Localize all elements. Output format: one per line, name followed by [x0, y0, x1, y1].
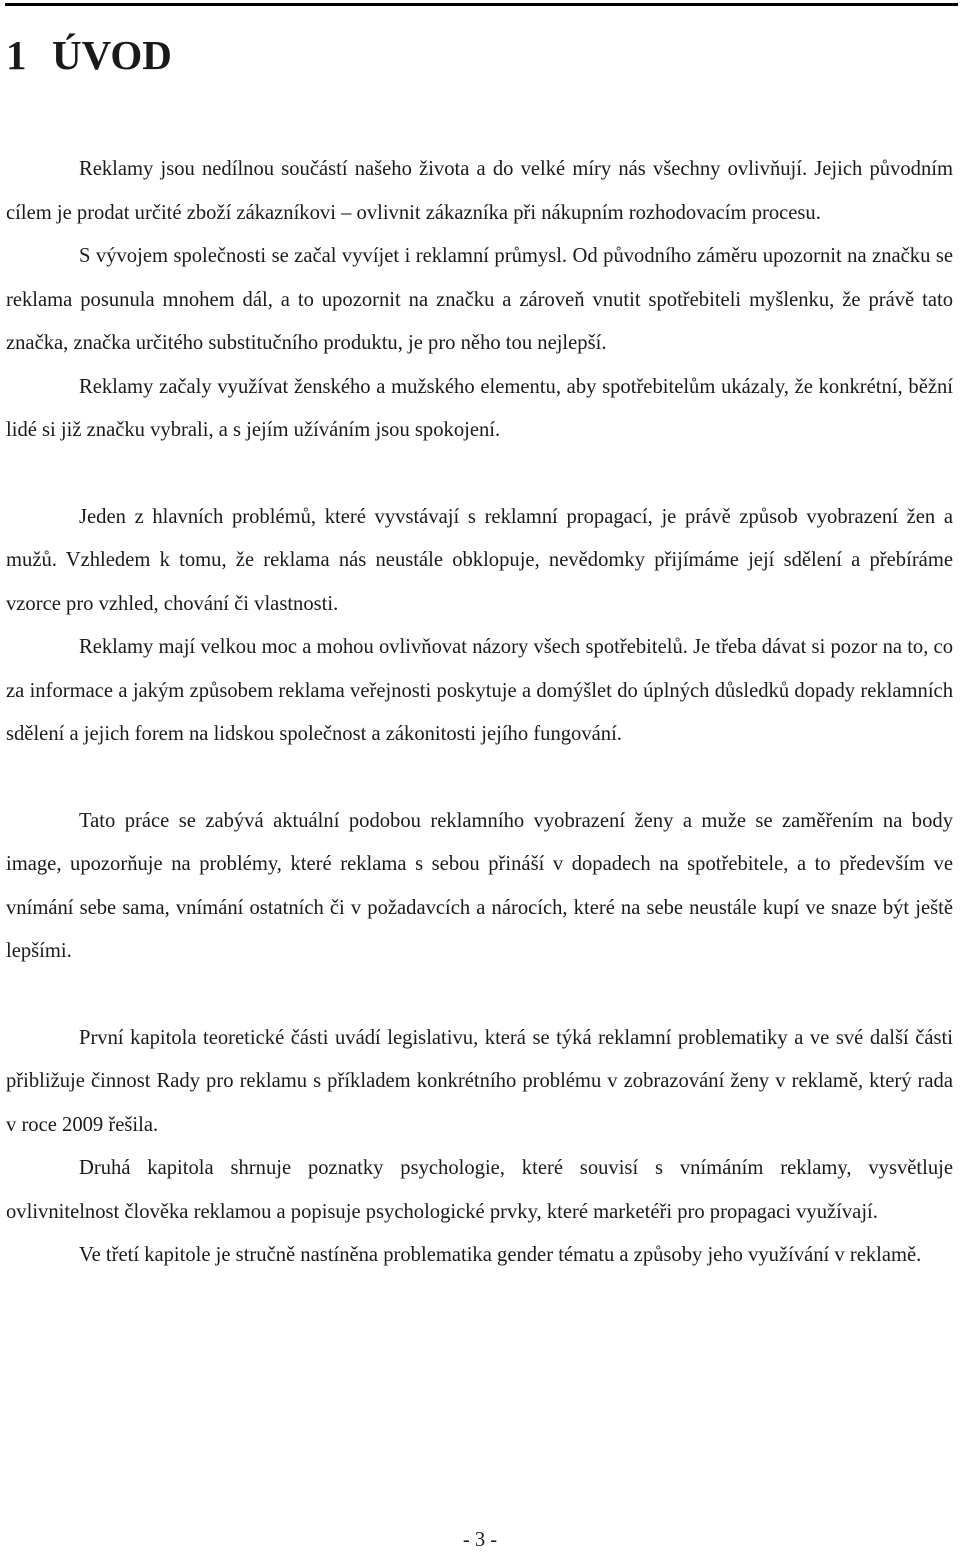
chapter-title: ÚVOD [52, 32, 172, 78]
paragraph: Tato práce se zabývá aktuální podobou reklamního vyobrazení ženy a muže se zaměřením na body image, upozorňuje na problémy, které reklama s sebou přináší v dopadech na spotřebitele, a to především ve vnímání sebe sama, vnímání ostatních či v požadavcích a nárocích, které na sebe neustále kupí ve snaze být ještě lepšími. [6, 809, 953, 962]
top-rule [5, 3, 958, 6]
paragraph: Ve třetí kapitole je stručně nastíněna problematika gender tématu a způsoby jeho využívání v reklamě. [79, 1244, 922, 1266]
paragraph: Reklamy mají velkou moc a mohou ovlivňovat názory všech spotřebitelů. Je třeba dávat si pozor na to, co za informace a jakým způsobem reklama veřejnosti poskytuje a domýšlet do úplných důsledků dopady reklamních sdělení a jejich forem na lidskou společnost a zákonitosti jejího fungování. [6, 636, 953, 745]
chapter-heading [6, 30, 172, 80]
paragraph: Reklamy začaly využívat ženského a mužského elementu, aby spotřebitelům ukázaly, že konkrétní, běžní lidé si již značku vybrali, a s jejím užíváním jsou spokojení. [6, 375, 953, 441]
paragraph: Jeden z hlavních problémů, které vyvstávají s reklamní propagací, je právě způsob vyobrazení žen a mužů. Vzhledem k tomu, že reklama nás neustále obklopuje, nevědomky přijímáme její sdělení a přebíráme vzorce pro vzhled, chování či vlastnosti. [6, 505, 953, 615]
paragraph: První kapitola teoretické části uvádí legislativu, která se týká reklamní problematiky a ve své další části přibližuje činnost Rady pro reklamu s příkladem konkrétního problému v zobrazování ženy v reklamě, který rada v roce 2009 řešila. [6, 1026, 953, 1136]
paragraph: Reklamy jsou nedílnou součástí našeho života a do velké míry nás všechny ovlivňují. Jejich původním cílem je prodat určité zboží zákazníkovi – ovlivnit zákazníka při nákupním rozhodovacím procesu. [6, 158, 953, 224]
body-text [6, 148, 953, 1278]
paragraph: S vývojem společnosti se začal vyvíjet i reklamní průmysl. Od původního záměru upozornit na značku se reklama posunula mnohem dál, a to upozornit na značku a zároveň vnutit spotřebiteli myšlenku, že právě tato značka, značka určitého substitučního produktu, je pro něho tou nejlepší. [6, 245, 953, 354]
paragraph: Druhá kapitola shrnuje poznatky psychologie, které souvisí s vnímáním reklamy, vysvětluje ovlivnitelnost člověka reklamou a popisuje psychologické prvky, které marketéři pro propagaci využívají. [6, 1157, 953, 1223]
chapter-number: 1 [6, 32, 27, 78]
page-number: - 3 - [462, 1529, 498, 1551]
